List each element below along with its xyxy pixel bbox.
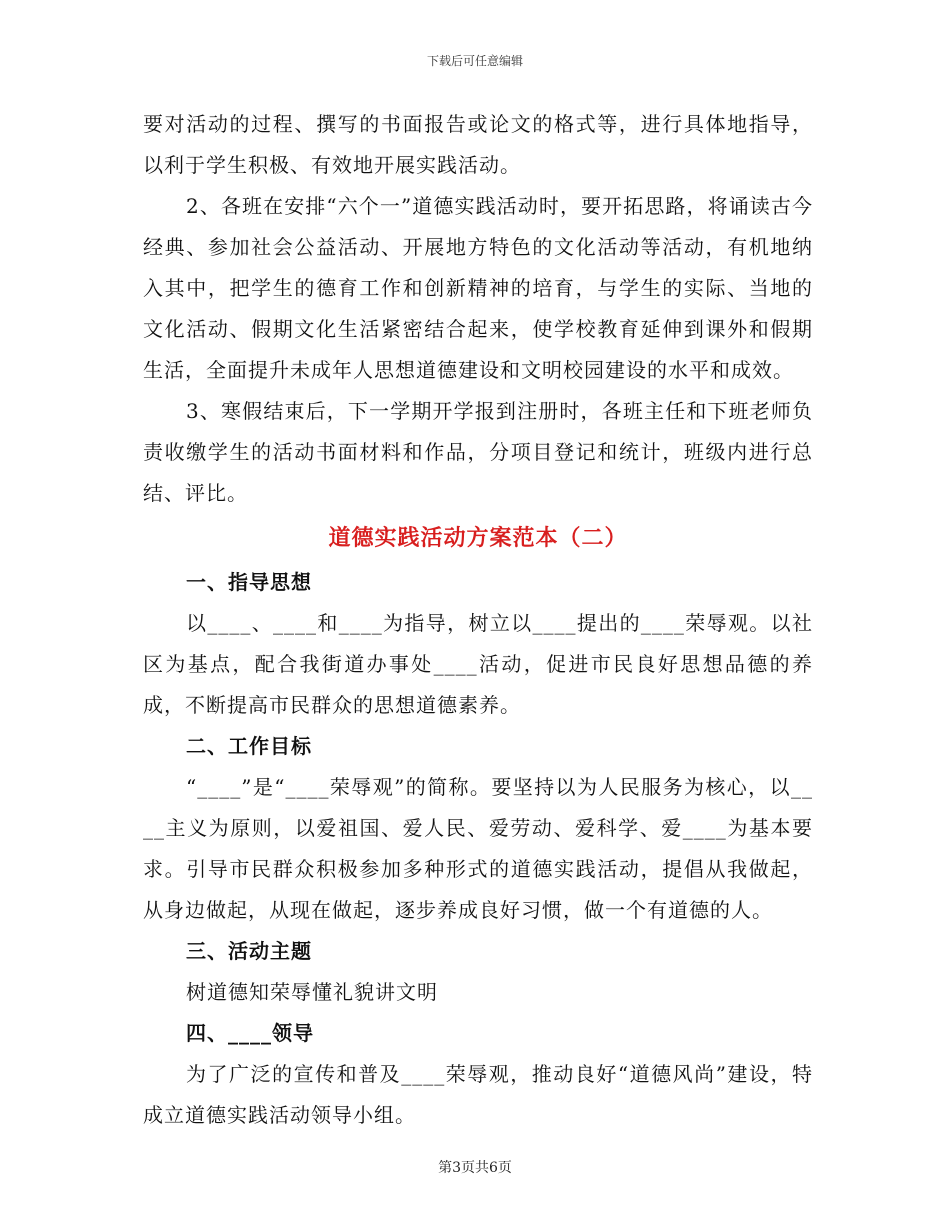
heading-guiding-ideology: 一、指导思想 bbox=[186, 570, 312, 594]
paragraph-5: “____”是“____荣辱观”的简称。要坚持以为人民服务为核心，以____主义为原则，以爱祖国、爱人民、爱劳动、爱科学、爱____为基本要求。引导市民群众积极参加多种形式的道德实践活动，提倡从我做起，从身边做起，从现在做起，逐步养成良好习惯，做一个有道德的人。 bbox=[143, 775, 813, 922]
paragraph-6: 树道德知荣辱懂礼貌讲文明 bbox=[186, 980, 438, 1004]
heading-work-goals: 二、工作目标 bbox=[186, 734, 312, 758]
paragraph-2: 2、各班在安排“六个一”道德实践活动时，要开拓思路，将诵读古今经典、参加社会公益活动、开展地方特色的文化活动等活动，有机地纳入其中，把学生的德育工作和创新精神的培育，与学生的实际、当地的文化活动、假期文化生活紧密结合起来，使学校教育延伸到课外和假期生活，全面提升未成年人思想道德建设和文明校园建设的水平和成效。 bbox=[143, 194, 813, 382]
header-note: 下载后可任意编辑 bbox=[426, 54, 523, 68]
page-footer: 第3页共6页 bbox=[438, 1160, 512, 1176]
paragraph-4: 以____、____和____为指导，树立以____提出的____荣辱观。以社区为基点，配合我街道办事处____活动，促进市民良好思想品德的养成，不断提高市民群众的思想道德素养。 bbox=[143, 611, 813, 717]
paragraph-3: 3、寒假结束后，下一学期开学报到注册时，各班主任和下班老师负责收缴学生的活动书面材料和作品，分项目登记和统计，班级内进行总结、评比。 bbox=[143, 399, 813, 505]
paragraph-7: 为了广泛的宣传和普及____荣辱观，推动良好“道德风尚”建设，特成立道德实践活动领导小组。 bbox=[143, 1062, 813, 1127]
paragraph-1: 要对活动的过程、撰写的书面报告或论文的格式等，进行具体地指导，以利于学生积极、有效地开展实践活动。 bbox=[143, 112, 813, 177]
section-title: 道德实践活动方案范本（二） bbox=[328, 525, 628, 551]
heading-leadership: 四、____领导 bbox=[186, 1021, 314, 1045]
heading-activity-theme: 三、活动主题 bbox=[186, 939, 312, 963]
document-body bbox=[143, 104, 813, 1136]
